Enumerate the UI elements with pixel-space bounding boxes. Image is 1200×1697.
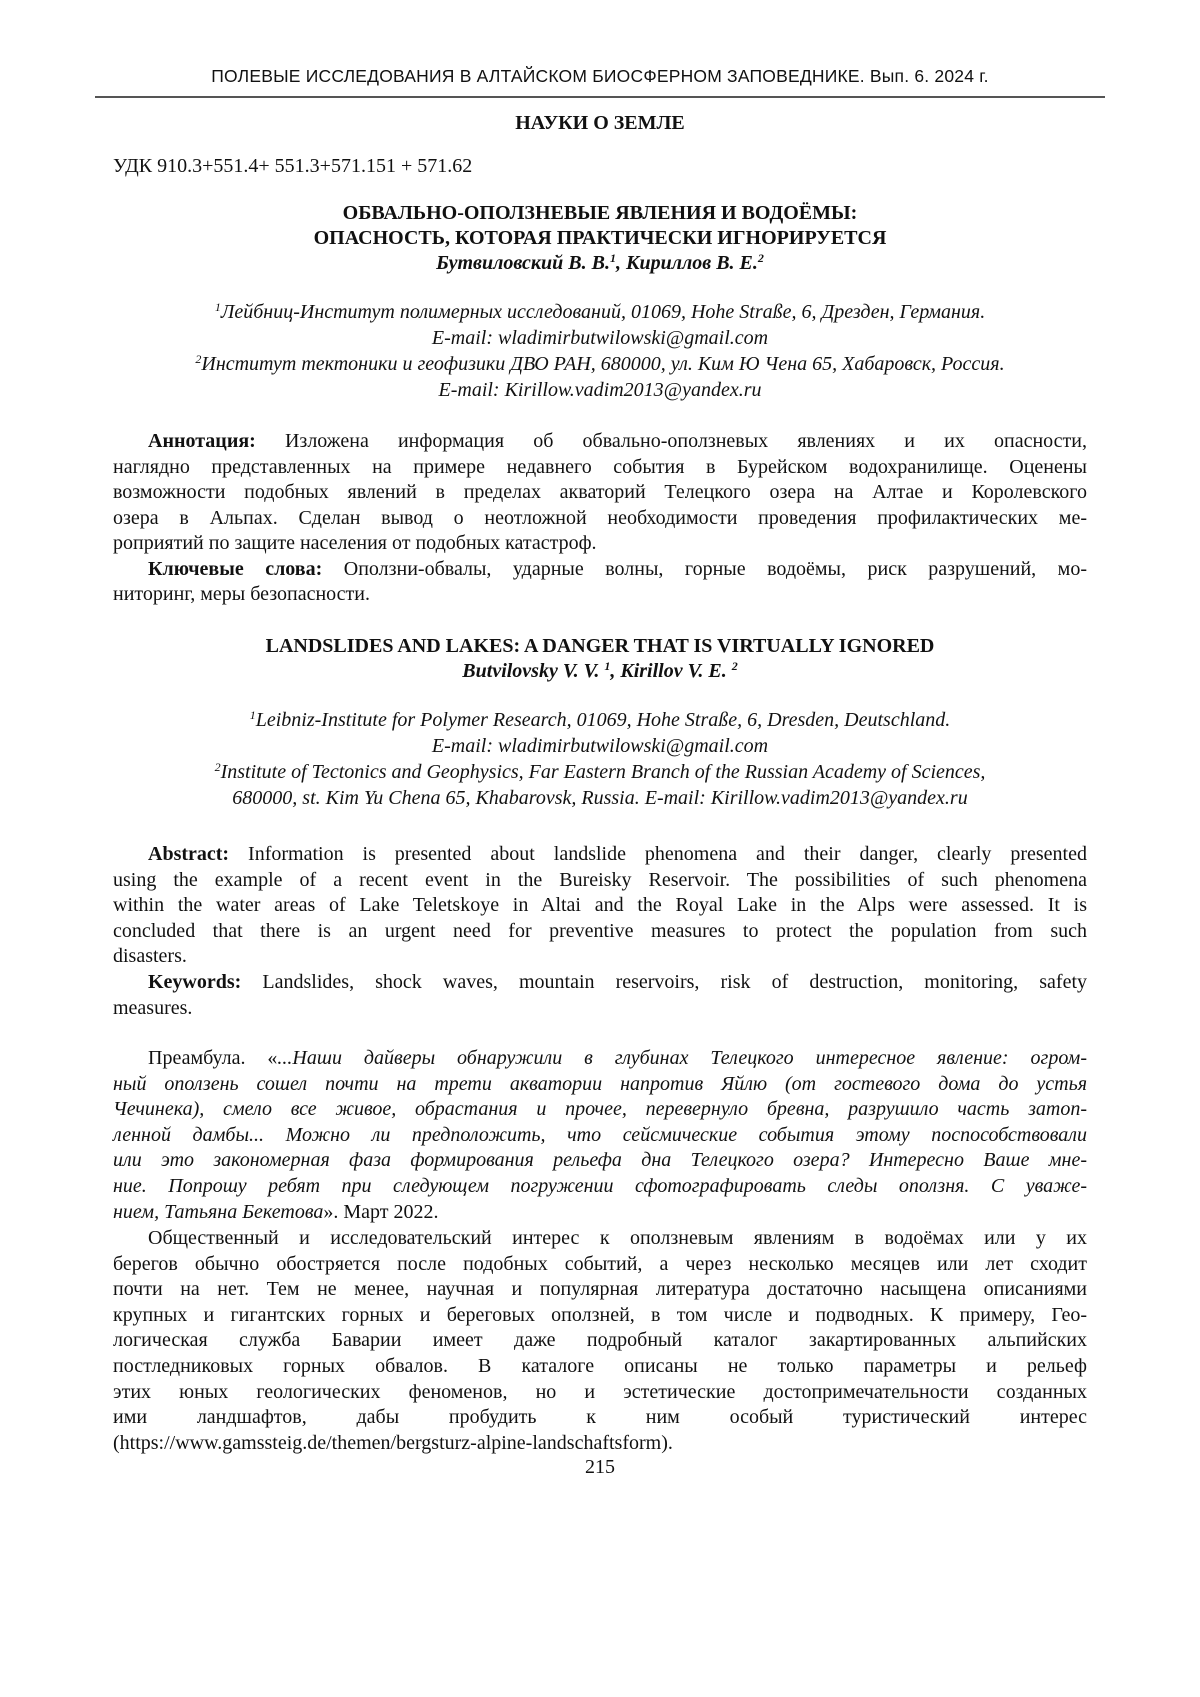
text-line: роприятий по защите населения от подобных катастроф. [113, 530, 1087, 556]
affiliation-line [113, 759, 1087, 785]
preamble-line [113, 1122, 1087, 1148]
preamble-line [113, 1147, 1087, 1173]
running-header: ПОЛЕВЫЕ ИССЛЕДОВАНИЯ В АЛТАЙСКОМ БИОСФЕРНОМ ЗАПОВЕДНИКЕ. Вып. 6. 2024 г. [95, 66, 1105, 87]
author-separator: , [616, 252, 626, 274]
preamble-quote: ние. Попрошу ребят при следующем погружении сфотографировать следы оползня. С уваже- [113, 1175, 1087, 1197]
body-text-line: этих юных геологических феноменов, но и эстетические достопримечательности созданных [113, 1379, 1087, 1405]
affiliation-text: Лейбниц-Институт полимерных исследований, 01069, Hohe Straße, 6, Дрезден, Германия. [221, 301, 985, 323]
ru-author-1: Бутвиловский В. В. [436, 252, 610, 274]
affiliation-sup: 1 [250, 708, 256, 722]
body-text-line: постледниковых горных обвалов. В каталоге описаны не только параметры и рельеф [113, 1353, 1087, 1379]
affiliation-text: E-mail: wladimirbutwilowski@gmail.com [432, 327, 768, 349]
preamble-quote: или это закономерная фаза формирования рельефа дна Телецкого озера? Интересно Ваше мне- [113, 1149, 1087, 1171]
preamble-quote: нием, Татьяна Бекетова [113, 1201, 323, 1223]
text-line: наглядно представленных на примере недавнего события в Бурейском водохранилище. Оценены [113, 454, 1087, 480]
preamble-line [113, 1173, 1087, 1199]
body-text-line: почти на нет. Тем не менее, научная и популярная литература достаточно насыщена описаниями [113, 1276, 1087, 1302]
preamble-line [113, 1199, 1087, 1225]
header-rule [95, 96, 1105, 98]
ru-author-2-sup: 2 [758, 251, 764, 265]
ru-title-line-1: ОБВАЛЬНО-ОПОЛЗНЕВЫЕ ЯВЛЕНИЯ И ВОДОЁМЫ: [113, 200, 1087, 226]
affiliation-text: E-mail: wladimirbutwilowski@gmail.com [432, 735, 768, 757]
annotation-text: Изложена информация об обвально-оползневых явлениях и их опасности, [285, 430, 1087, 452]
affiliation-line [113, 325, 1087, 351]
en-author-2-sup: 2 [732, 659, 738, 673]
affiliation-text: E-mail: Kirillow.vadim2013@yandex.ru [439, 379, 762, 401]
udc-code: УДК 910.3+551.4+ 551.3+571.151 + 571.62 [113, 155, 472, 178]
en-author-1: Butvilovsky V. V. [462, 660, 604, 682]
section-heading: НАУКИ О ЗЕМЛЕ [113, 112, 1087, 135]
text-line: concluded that there is an urgent need for preventive measures to protect the population from such [113, 918, 1087, 944]
abstract-text: Information is presented about landslide phenomena and their danger, clearly presented [248, 843, 1087, 865]
ru-author-1-sup: 1 [610, 251, 616, 265]
affiliation-line [113, 707, 1087, 733]
preamble-quote: ...Наши дайверы обнаружили в глубинах Телецкого интересное явление: огром- [277, 1047, 1087, 1069]
affiliation-text: Institute of Tectonics and Geophysics, Far Eastern Branch of the Russian Academy of Sciences, [221, 761, 986, 783]
text-line: using the example of a recent event in the Bureisky Reservoir. The possibilities of such phenomena [113, 867, 1087, 893]
text-line: озера в Альпах. Сделан вывод о неотложной необходимости проведения профилактических ме- [113, 505, 1087, 531]
preamble-label: Преамбула. « [148, 1047, 277, 1069]
affiliation-text: Leibniz-Institute for Polymer Research, 01069, Hohe Straße, 6, Dresden, Deutschland. [256, 709, 951, 731]
affiliation-text: 680000, st. Kim Yu Chena 65, Khabarovsk, Russia. E-mail: Kirillow.vadim2013@yandex.ru [232, 787, 967, 809]
body-text-line: Общественный и исследовательский интерес к оползневым явлениям в водоёмах или у их [148, 1225, 1087, 1251]
en-keywords-text: Landslides, shock waves, mountain reservoirs, risk of destruction, monitoring, safety [262, 971, 1087, 993]
body-text-line: логическая служба Баварии имеет даже подробный каталог закартированных альпийских [113, 1327, 1087, 1353]
preamble-line [113, 1071, 1087, 1097]
abstract-label: Abstract: [148, 843, 229, 865]
text-line: возможности подобных явлений в пределах акваторий Телецкого озера на Алтае и Королевского [113, 479, 1087, 505]
preamble-line [148, 1045, 1087, 1071]
text-line: within the water areas of Lake Teletskoye in Altai and the Royal Lake in the Alps were assessed. It is [113, 892, 1087, 918]
affiliation-sup: 2 [215, 760, 221, 774]
en-author-2: Kirillov V. E. [620, 660, 731, 682]
page-number: 215 [113, 1456, 1087, 1479]
preamble-quote: ленной дамбы... Можно ли предположить, что сейсмические события этому поспособствовали [113, 1124, 1087, 1146]
affiliation-line [113, 377, 1087, 403]
en-keywords-line: measures. [113, 995, 1087, 1021]
ru-annotation-line [148, 428, 1087, 454]
ru-authors [113, 250, 1087, 276]
en-title: LANDSLIDES AND LAKES: A DANGER THAT IS VIRTUALLY IGNORED [113, 633, 1087, 659]
author-separator: , [610, 660, 620, 682]
ru-keywords-line: ниторинг, меры безопасности. [113, 581, 1087, 607]
affiliation-sup: 2 [195, 352, 201, 366]
affiliation-line [113, 299, 1087, 325]
body-text-line: берегов обычно обостряется после подобных событий, а через несколько месяцев или лет сходит [113, 1251, 1087, 1277]
body-text-line: крупных и гигантских горных и береговых оползней, в том числе и подводных. К примеру, Гео- [113, 1302, 1087, 1328]
en-keywords-label: Keywords: [148, 971, 241, 993]
affiliation-line [113, 351, 1087, 377]
preamble-quote: Чечинека), смело все живое, обрастания и прочее, перевернуло бревна, разрушило часть затоп- [113, 1098, 1087, 1120]
affiliation-line [113, 785, 1087, 811]
keywords-text: Оползни-обвалы, ударные волны, горные водоёмы, риск разрушений, мо- [344, 558, 1087, 580]
ru-title-line-2: ОПАСНОСТЬ, КОТОРАЯ ПРАКТИЧЕСКИ ИГНОРИРУЕТСЯ [113, 225, 1087, 251]
en-abstract-line [148, 841, 1087, 867]
en-keywords-line [148, 969, 1087, 995]
annotation-label: Аннотация: [148, 430, 256, 452]
preamble-closing: ». Март 2022. [323, 1201, 438, 1223]
affiliation-sup: 1 [215, 300, 221, 314]
preamble-quote: ный оползень сошел почти на трети акватории напротив Яйлю (от гостевого дома до устья [113, 1073, 1087, 1095]
text-line: disasters. [113, 943, 1087, 969]
ru-author-2: Кириллов В. Е. [626, 252, 758, 274]
affiliation-line [113, 733, 1087, 759]
preamble-line [113, 1096, 1087, 1122]
en-authors [113, 658, 1087, 684]
body-text-line: (https://www.gamssteig.de/themen/bergsturz-alpine-landschaftsform). [113, 1430, 1087, 1456]
body-text-line: ими ландшафтов, дабы пробудить к ним особый туристический интерес [113, 1404, 1087, 1430]
keywords-label: Ключевые слова: [148, 558, 322, 580]
en-author-1-sup: 1 [604, 659, 610, 673]
ru-keywords-line [148, 556, 1087, 582]
affiliation-text: Институт тектоники и геофизики ДВО РАН, 680000, ул. Ким Ю Чена 65, Хабаровск, Россия. [201, 353, 1004, 375]
